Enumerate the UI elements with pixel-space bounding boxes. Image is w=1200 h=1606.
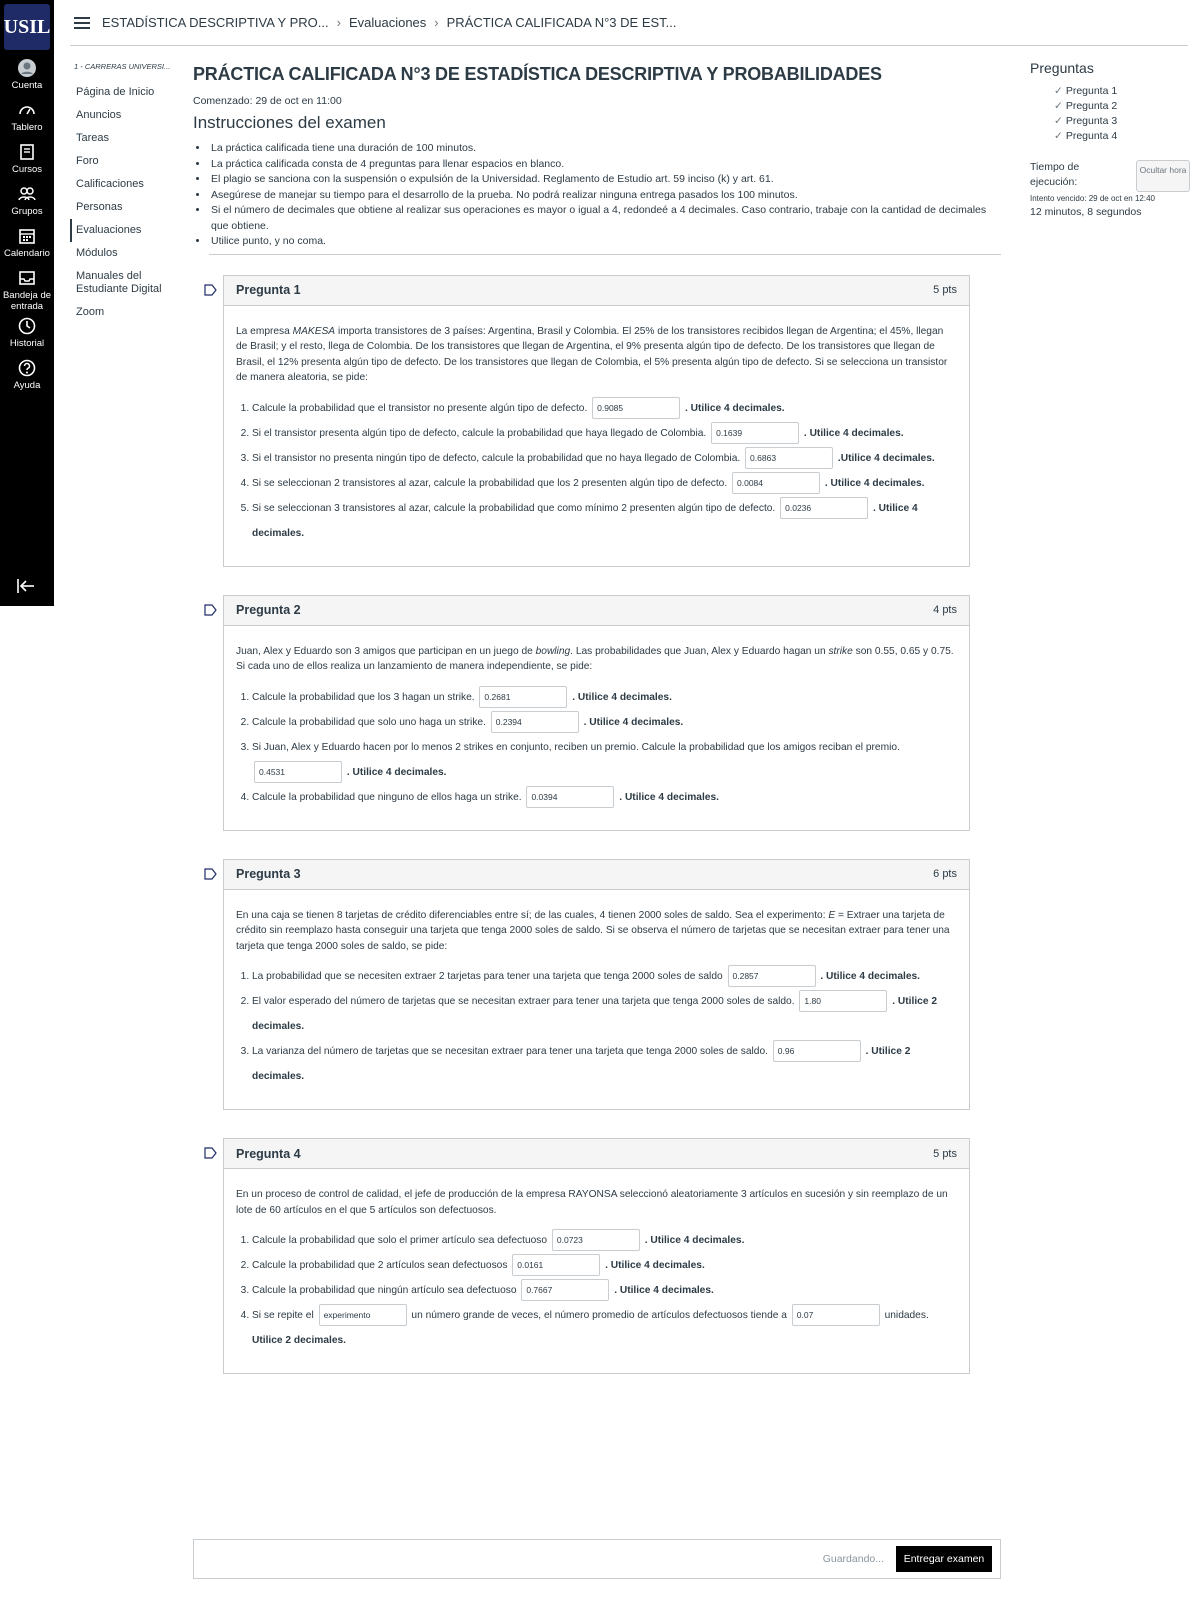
course-nav bbox=[70, 52, 180, 324]
question-item: 2. El valor esperado del número de tarjetas que se necesitan extraer para tener una tarjeta que tenga 2000 soles de saldo. 1.80 . Utilice 2 decimales. bbox=[252, 989, 957, 1039]
quiz-started: Comenzado: 29 de oct en 11:00 bbox=[193, 95, 342, 107]
flag-question-icon[interactable] bbox=[204, 604, 217, 616]
saving-status: Guardando... bbox=[822, 1553, 884, 1565]
instructions-title: Instrucciones del examen bbox=[193, 113, 386, 132]
nav-help[interactable]: Ayuda bbox=[0, 356, 54, 396]
question-header bbox=[224, 596, 969, 626]
question-items bbox=[252, 685, 957, 810]
question-links bbox=[1054, 84, 1190, 144]
course-term: 1 - CARRERAS UNIVERSI... bbox=[74, 62, 171, 71]
question-points: 5 pts bbox=[933, 1147, 957, 1160]
question-item: 2. Calcule la probabilidad que 2 artículos sean defectuosos 0.0161 . Utilice 4 decimales. bbox=[252, 1253, 957, 1278]
breadcrumb-header bbox=[70, 0, 1188, 46]
question-title: Pregunta 1 bbox=[236, 283, 301, 297]
question-link[interactable]: ✓ Pregunta 2 bbox=[1054, 100, 1118, 112]
nav-calendar[interactable]: Calendario bbox=[0, 224, 54, 264]
flag-question-icon[interactable] bbox=[204, 1147, 217, 1159]
question-intro: En un proceso de control de calidad, el jefe de producción de la empresa RAYONSA seleccionó aleatoriamente 3 artículos en sucesión y sin reemplazo de un lote de 60 artículos en el que 5 artículos son defectuosos. bbox=[236, 1189, 948, 1216]
answer-input[interactable]: 0.7667 bbox=[521, 1279, 609, 1301]
help-icon bbox=[17, 358, 37, 378]
question-body bbox=[224, 1169, 969, 1373]
nav-groups[interactable]: Grupos bbox=[0, 182, 54, 222]
question-header bbox=[224, 1139, 969, 1169]
question-item: 4. Calcule la probabilidad que ninguno de ellos haga un strike. 0.0394 . Utilice 4 decimales. bbox=[252, 785, 957, 810]
answer-input[interactable]: experimento bbox=[319, 1304, 407, 1326]
nav-account[interactable]: Cuenta bbox=[0, 56, 54, 96]
question-points: 4 pts bbox=[933, 604, 957, 616]
check-icon: ✓ bbox=[1054, 130, 1063, 142]
course-nav-assignments[interactable]: Tareas bbox=[76, 132, 110, 144]
quiz-main bbox=[193, 52, 1001, 1374]
question-header bbox=[224, 860, 969, 890]
answer-input[interactable]: 0.6863 bbox=[745, 447, 833, 469]
breadcrumb-separator-icon: › bbox=[434, 15, 439, 30]
course-nav-people[interactable]: Personas bbox=[76, 201, 123, 213]
question-items bbox=[252, 1228, 957, 1353]
course-nav-grades[interactable]: Calificaciones bbox=[76, 178, 144, 190]
sidebar-title: Preguntas bbox=[1030, 60, 1094, 76]
history-icon bbox=[17, 316, 37, 336]
question-item: 3. Si Juan, Alex y Eduardo hacen por lo menos 2 strikes en conjunto, reciben un premio. Calcule la probabilidad que los amigos reciban el premio. 0.4531 . Utilice 4 decimales. bbox=[252, 735, 957, 785]
answer-input[interactable]: 0.0084 bbox=[732, 472, 820, 494]
instruction-item: • La práctica calificada tiene una duración de 100 minutos. bbox=[209, 141, 1001, 157]
course-nav-zoom[interactable]: Zoom bbox=[76, 306, 105, 318]
breadcrumb-current: PRÁCTICA CALIFICADA N°3 DE EST... bbox=[446, 15, 677, 30]
answer-input[interactable]: 0.1639 bbox=[711, 422, 799, 444]
collapse-arrow-icon[interactable] bbox=[16, 578, 36, 594]
timer-row bbox=[1030, 160, 1190, 192]
nav-inbox[interactable]: Bandeja de entrada bbox=[0, 266, 54, 312]
check-icon: ✓ bbox=[1054, 115, 1063, 127]
attempt-expired: Intento vencido: 29 de oct en 12:40 bbox=[1030, 194, 1155, 203]
question-1 bbox=[223, 275, 970, 567]
quiz-title: PRÁCTICA CALIFICADA N°3 DE ESTADÍSTICA DESCRIPTIVA Y PROBABILIDADES bbox=[193, 64, 882, 84]
answer-input[interactable]: 0.9085 bbox=[592, 397, 680, 419]
groups-icon bbox=[17, 184, 37, 204]
answer-input[interactable]: 0.0236 bbox=[780, 497, 868, 519]
nav-history[interactable]: Historial bbox=[0, 314, 54, 354]
question-item: 2. Calcule la probabilidad que solo uno haga un strike. 0.2394 . Utilice 4 decimales. bbox=[252, 710, 957, 735]
flag-question-icon[interactable] bbox=[204, 868, 217, 880]
question-body bbox=[224, 306, 969, 566]
question-title: Pregunta 3 bbox=[236, 867, 301, 881]
question-title: Pregunta 2 bbox=[236, 603, 301, 617]
instruction-item: • El plagio se sanciona con la suspensión o expulsión de la Universidad. Reglamento de Estudio art. 59 inciso (k) y art. 61. bbox=[209, 172, 1001, 188]
question-intro: Juan, Alex y Eduardo son 3 amigos que participan en un juego de bowling. Las probabilidades que Juan, Alex y Eduardo hagan un strike son 0.55, 0.65 y 0.75. Si cada uno de ellos realiza un lanzamiento de manera independiente, se pide: bbox=[236, 645, 954, 672]
courses-icon bbox=[17, 142, 37, 162]
inbox-icon bbox=[17, 268, 37, 288]
question-items bbox=[252, 964, 957, 1089]
quiz-footer bbox=[193, 1539, 1001, 1579]
account-icon bbox=[17, 58, 37, 78]
check-icon: ✓ bbox=[1054, 85, 1063, 97]
answer-input[interactable]: 0.2394 bbox=[491, 711, 579, 733]
question-item: 4. Si se repite el experimento un número grande de veces, el número promedio de artículos defectuosos tiende a 0.07 unidades. Utilice 2 decimales. bbox=[252, 1303, 957, 1353]
questions-sidebar bbox=[1030, 60, 1190, 218]
question-body bbox=[224, 890, 969, 1110]
breadcrumb-separator-icon: › bbox=[336, 15, 341, 30]
breadcrumb-course[interactable]: ESTADÍSTICA DESCRIPTIVA Y PRO... bbox=[102, 15, 329, 30]
question-link[interactable]: ✓ Pregunta 4 bbox=[1054, 130, 1118, 142]
question-title: Pregunta 4 bbox=[236, 1146, 301, 1161]
flag-question-icon[interactable] bbox=[204, 284, 217, 296]
instruction-item: • Asegúrese de manejar su tiempo para el desarrollo de la prueba. No podrá realizar ninguna entrega pasados los 100 minutos. bbox=[209, 188, 1001, 204]
dashboard-icon bbox=[17, 100, 37, 120]
question-header bbox=[224, 276, 969, 306]
answer-input[interactable]: 0.96 bbox=[773, 1040, 861, 1062]
answer-input[interactable]: 0.2857 bbox=[728, 965, 816, 987]
submit-quiz-button[interactable]: Entregar examen bbox=[896, 1546, 992, 1572]
question-points: 6 pts bbox=[933, 868, 957, 880]
question-4 bbox=[223, 1138, 970, 1374]
course-nav-announcements[interactable]: Anuncios bbox=[76, 109, 122, 121]
timer-label: Tiempo de ejecución: bbox=[1030, 161, 1080, 188]
hamburger-menu-icon[interactable] bbox=[74, 17, 90, 29]
course-nav-modules[interactable]: Módulos bbox=[76, 247, 118, 259]
course-nav-forum[interactable]: Foro bbox=[76, 155, 99, 167]
answer-input[interactable]: 1.80 bbox=[799, 990, 887, 1012]
nav-dashboard[interactable]: Tablero bbox=[0, 98, 54, 138]
question-link[interactable]: ✓ Pregunta 3 bbox=[1054, 115, 1118, 127]
question-item: 3. La varianza del número de tarjetas que se necesitan extraer para tener una tarjeta que tenga 2000 soles de saldo. 0.96 . Utilice 2 decimales. bbox=[252, 1039, 957, 1089]
answer-input[interactable]: 0.0723 bbox=[552, 1229, 640, 1251]
question-item: 1. Calcule la probabilidad que solo el primer artículo sea defectuoso 0.0723 . Utilice 4 decimales. bbox=[252, 1228, 957, 1253]
course-nav-manuals[interactable]: Manuales del Estudiante Digital bbox=[76, 270, 162, 295]
question-3 bbox=[223, 859, 970, 1111]
answer-input[interactable]: 0.0161 bbox=[512, 1254, 600, 1276]
instruction-item: • Utilice punto, y no coma. bbox=[209, 234, 1001, 250]
course-nav-quizzes[interactable]: Evaluaciones bbox=[70, 219, 180, 242]
instructions-list bbox=[209, 141, 1001, 255]
course-nav-home[interactable]: Página de Inicio bbox=[76, 86, 155, 98]
question-item: 4. Si se seleccionan 2 transistores al azar, calcule la probabilidad que los 2 presenten algún tipo de defecto. 0.0084 . Utilice 4 decimales. bbox=[252, 471, 957, 496]
answer-input[interactable]: 0.2681 bbox=[479, 686, 567, 708]
question-intro: La empresa MAKESA importa transistores de 3 países: Argentina, Brasil y Colombia. El 25% de los transistores recibidos llegan de Argentina; el 45%, llegan de Brasil; y el resto, llega de Colombia. De los transistores que llegan de Argentina, el 9% presenta algún tipo de defecto. De los transistores que llegan de Brasil, el 12% presenta algún tipo de defecto. De los transistores que llegan de Colombia, el 5% presenta algún tipo de defecto. Si se selecciona un transistor de manera aleatoria, se pide: bbox=[236, 325, 948, 383]
answer-input[interactable]: 0.07 bbox=[792, 1304, 880, 1326]
instruction-item: • La práctica calificada consta de 4 preguntas para llenar espacios en blanco. bbox=[209, 157, 1001, 173]
usil-logo[interactable]: USIL bbox=[4, 4, 50, 50]
global-nav bbox=[0, 0, 54, 606]
question-2 bbox=[223, 595, 970, 831]
question-item: 1. Calcule la probabilidad que el transistor no presente algún tipo de defecto. 0.9085 . Utilice 4 decimales. bbox=[252, 396, 957, 421]
question-link[interactable]: ✓ Pregunta 1 bbox=[1054, 85, 1118, 97]
question-points: 5 pts bbox=[933, 284, 957, 296]
nav-courses[interactable]: Cursos bbox=[0, 140, 54, 180]
question-item: 1. La probabilidad que se necesiten extraer 2 tarjetas para tener una tarjeta que tenga 2000 soles de saldo 0.2857 . Utilice 4 decimales. bbox=[252, 964, 957, 989]
time-remaining: 12 minutos, 8 segundos bbox=[1030, 206, 1142, 218]
question-item: 5. Si se seleccionan 3 transistores al azar, calcule la probabilidad que como mínimo 2 presenten algún tipo de defecto. 0.0236 . Utilice 4 decimales. bbox=[252, 496, 957, 546]
question-item: 3. Calcule la probabilidad que ningún artículo sea defectuoso 0.7667 . Utilice 4 decimales. bbox=[252, 1278, 957, 1303]
hide-time-button[interactable]: Ocultar hora bbox=[1136, 160, 1190, 192]
calendar-icon bbox=[17, 226, 37, 246]
check-icon: ✓ bbox=[1054, 100, 1063, 112]
answer-input[interactable]: 0.4531 bbox=[254, 761, 342, 783]
question-intro: En una caja se tienen 8 tarjetas de crédito diferenciables entre sí; de las cuales, 4 tienen 2000 soles de saldo. Sea el experimento: E = Extraer una tarjeta de crédito sin reemplazo hasta conseguir una tarjeta que tenga 2000 soles de saldo. Si se observa el número de tarjetas que se necesitan extraer para tener una tarjeta que tenga 2000 soles de saldo, se pide: bbox=[236, 909, 950, 952]
question-item: 3. Si el transistor no presenta ningún tipo de defecto, calcule la probabilidad que no haya llegado de Colombia. 0.6863 .Utilice 4 decimales. bbox=[252, 446, 957, 471]
answer-input[interactable]: 0.0394 bbox=[526, 786, 614, 808]
question-item: 2. Si el transistor presenta algún tipo de defecto, calcule la probabilidad que haya llegado de Colombia. 0.1639 . Utilice 4 decimales. bbox=[252, 421, 957, 446]
question-item: 1. Calcule la probabilidad que los 3 hagan un strike. 0.2681 . Utilice 4 decimales. bbox=[252, 685, 957, 710]
question-body bbox=[224, 626, 969, 830]
breadcrumb-section[interactable]: Evaluaciones bbox=[348, 15, 427, 30]
question-items bbox=[252, 396, 957, 546]
instruction-item: • Si el número de decimales que obtiene al realizar sus operaciones es mayor o igual a 4, redondeé a 4 decimales. Caso contrario, trabaje con la cantidad de decimales que obtiene. bbox=[209, 203, 1001, 234]
